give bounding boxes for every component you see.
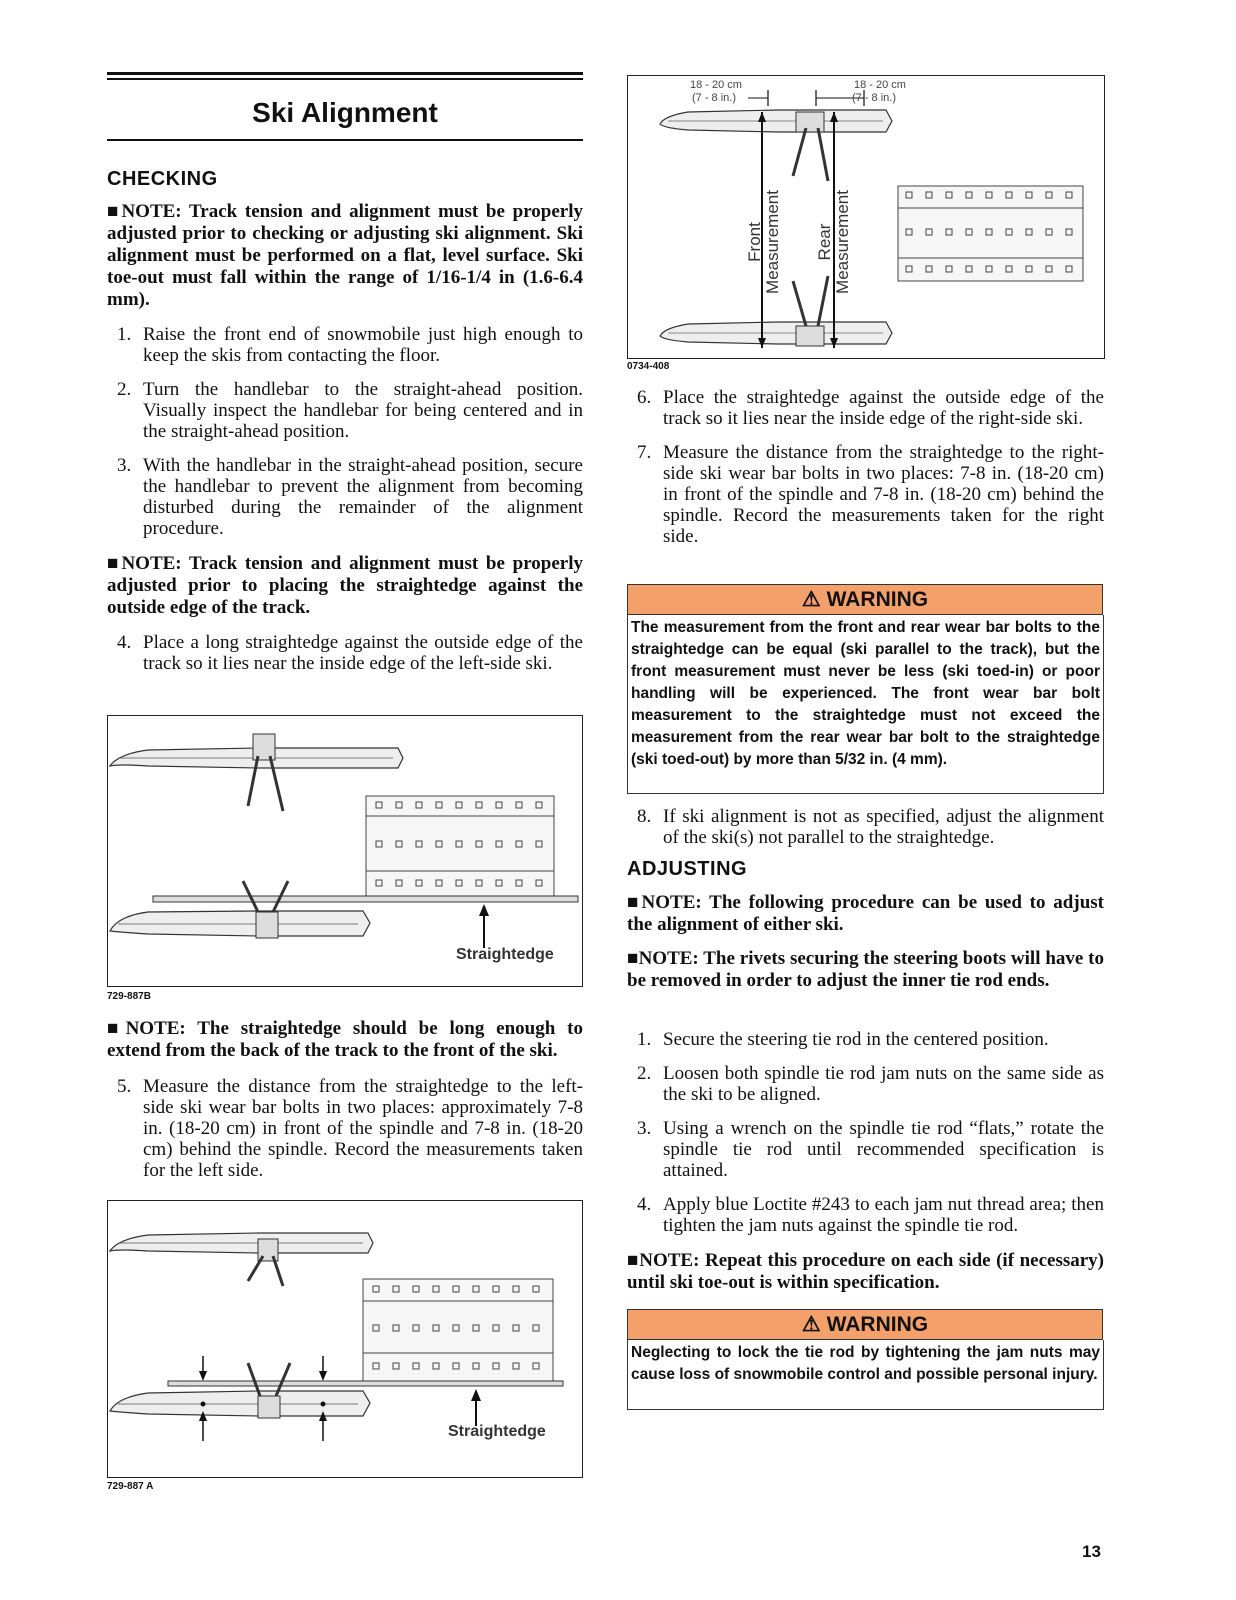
note-straightedge-length: ■NOTE: The straightedge should be long enough to extend from the back of the track to the front of the ski.	[107, 1018, 583, 1061]
dim-right-cm: 18 - 20 cm	[854, 79, 906, 91]
note-straightedge-placement: ■NOTE: Track tension and alignment must be properly adjusted prior to placing the straightedge against the outside edge of the track.	[107, 553, 583, 618]
checking-step-8	[627, 806, 1104, 861]
figure3-code: 0734-408	[627, 361, 670, 372]
page-number: 13	[1082, 1542, 1101, 1561]
rear-measurement-word: Measurement	[833, 190, 852, 294]
figure1-code: 729-887B	[107, 991, 151, 1002]
step-6: 6. Place the straightedge against the outside edge of the track so it lies near the inside edge of the right-side ski.	[637, 387, 1104, 429]
step-8: 8. If ski alignment is not as specified, adjust the alignment of the ski(s) not parallel to the straightedge.	[637, 806, 1104, 848]
title-rule-top-2	[107, 78, 583, 80]
note-rivets: ■NOTE: The rivets securing the steering boots will have to be removed in order to adjust the inner tie rod ends.	[627, 948, 1104, 991]
rear-label: Rear	[815, 223, 834, 261]
figure2-straightedge-label: Straightedge	[448, 1423, 546, 1440]
warning-2-header: ⚠ WARNING	[627, 1309, 1103, 1340]
figure-front-rear-measurement	[627, 75, 1105, 359]
checking-steps-6-7	[627, 387, 1104, 560]
checking-steps-1-3	[107, 324, 583, 552]
rear-measurement-label	[816, 172, 856, 312]
warning-1-body: The measurement from the front and rear wear bar bolts to the straightedge can be equal (ski parallel to the track), but the front measurement must never be less (ski toed-in) or poor handling will be experienced. The front wear bar bolt measurement to the straightedge must not exceed the measurement from the rear wear bar bolt to the straightedge (ski toed-out) by more than 5/32 in. (4 mm).	[627, 615, 1104, 794]
page-title: Ski Alignment	[252, 97, 438, 128]
warning-2-body: Neglecting to lock the tie rod by tightening the jam nuts may cause loss of snowmobile control and possible personal injury.	[627, 1340, 1104, 1410]
figure-left-ski-straightedge	[107, 715, 583, 987]
checking-step-5	[107, 1076, 583, 1194]
dim-left-in: (7 - 8 in.)	[692, 92, 737, 104]
warning-1-header: ⚠ WARNING	[627, 584, 1103, 615]
front-measurement-label	[746, 172, 786, 312]
note-track-tension: ■NOTE: Track tension and alignment must be properly adjusted prior to checking or adjusting ski alignment. Ski alignment must be performed on a flat, level surface. Ski toe-out must fall within the range of 1/16-1/4 in (1.6-6.4 mm).	[107, 201, 583, 310]
front-measurement-word: Measurement	[763, 190, 782, 294]
step-7: 7. Measure the distance from the straightedge to the right-side ski wear bar bolts in two places: 7-8 in. (18-20 cm) in front of the spindle and 7-8 in. (18-20 cm) behind the spindle. Record the measurements taken for the right side.	[637, 442, 1104, 547]
checking-step-4	[107, 632, 583, 687]
figure2-code: 729-887 A	[107, 1481, 154, 1492]
adjust-step-3: 3. Using a wrench on the spindle tie rod “flats,” rotate the spindle tie rod until recommended specification is attained.	[637, 1118, 1104, 1181]
adjust-step-1: 1. Secure the steering tie rod in the centered position.	[637, 1029, 1049, 1050]
adjust-step-4: 4. Apply blue Loctite #243 to each jam nut thread area; then tighten the jam nuts against the spindle tie rod.	[637, 1194, 1104, 1236]
title-rule-bottom	[107, 139, 583, 141]
adjusting-steps	[627, 1029, 1104, 1249]
step-3: 3. With the handlebar in the straight-ahead position, secure the handlebar to prevent the alignment from becoming disturbed during the remainder of the alignment procedure.	[117, 455, 583, 539]
step-4: 4. Place a long straightedge against the outside edge of the track so it lies near the inside edge of the left-side ski.	[117, 632, 583, 674]
dim-left-cm: 18 - 20 cm	[690, 79, 742, 91]
figure1-straightedge-label: Straightedge	[456, 946, 554, 963]
step-5: 5. Measure the distance from the straightedge to the left-side ski wear bar bolts in two places: approximately 7-8 in. (18-20 cm) in front of the spindle and 7-8 in. (18-20 cm) behind the spindle. Record the measurements taken for the left side.	[117, 1076, 583, 1181]
note-repeat-procedure: ■NOTE: Repeat this procedure on each side (if necessary) until ski toe-out is within specification.	[627, 1250, 1104, 1293]
step-2: 2. Turn the handlebar to the straight-ahead position. Visually inspect the handlebar for being centered and in the straight-ahead position.	[117, 379, 583, 442]
figure-left-ski-measurement	[107, 1200, 583, 1478]
measurement-diagram	[628, 76, 1104, 358]
dim-right-in: (7 - 8 in.)	[852, 92, 897, 104]
front-label: Front	[745, 222, 764, 262]
note-procedure-either-ski: ■NOTE: The following procedure can be used to adjust the alignment of either ski.	[627, 892, 1104, 935]
checking-heading: CHECKING	[107, 168, 218, 190]
title-rule-top-1	[107, 72, 583, 75]
adjust-step-2: 2. Loosen both spindle tie rod jam nuts on the same side as the ski to be aligned.	[637, 1063, 1104, 1105]
adjusting-heading: ADJUSTING	[627, 858, 748, 880]
step-1: 1. Raise the front end of snowmobile just high enough to keep the skis from contacting the floor.	[117, 324, 583, 366]
